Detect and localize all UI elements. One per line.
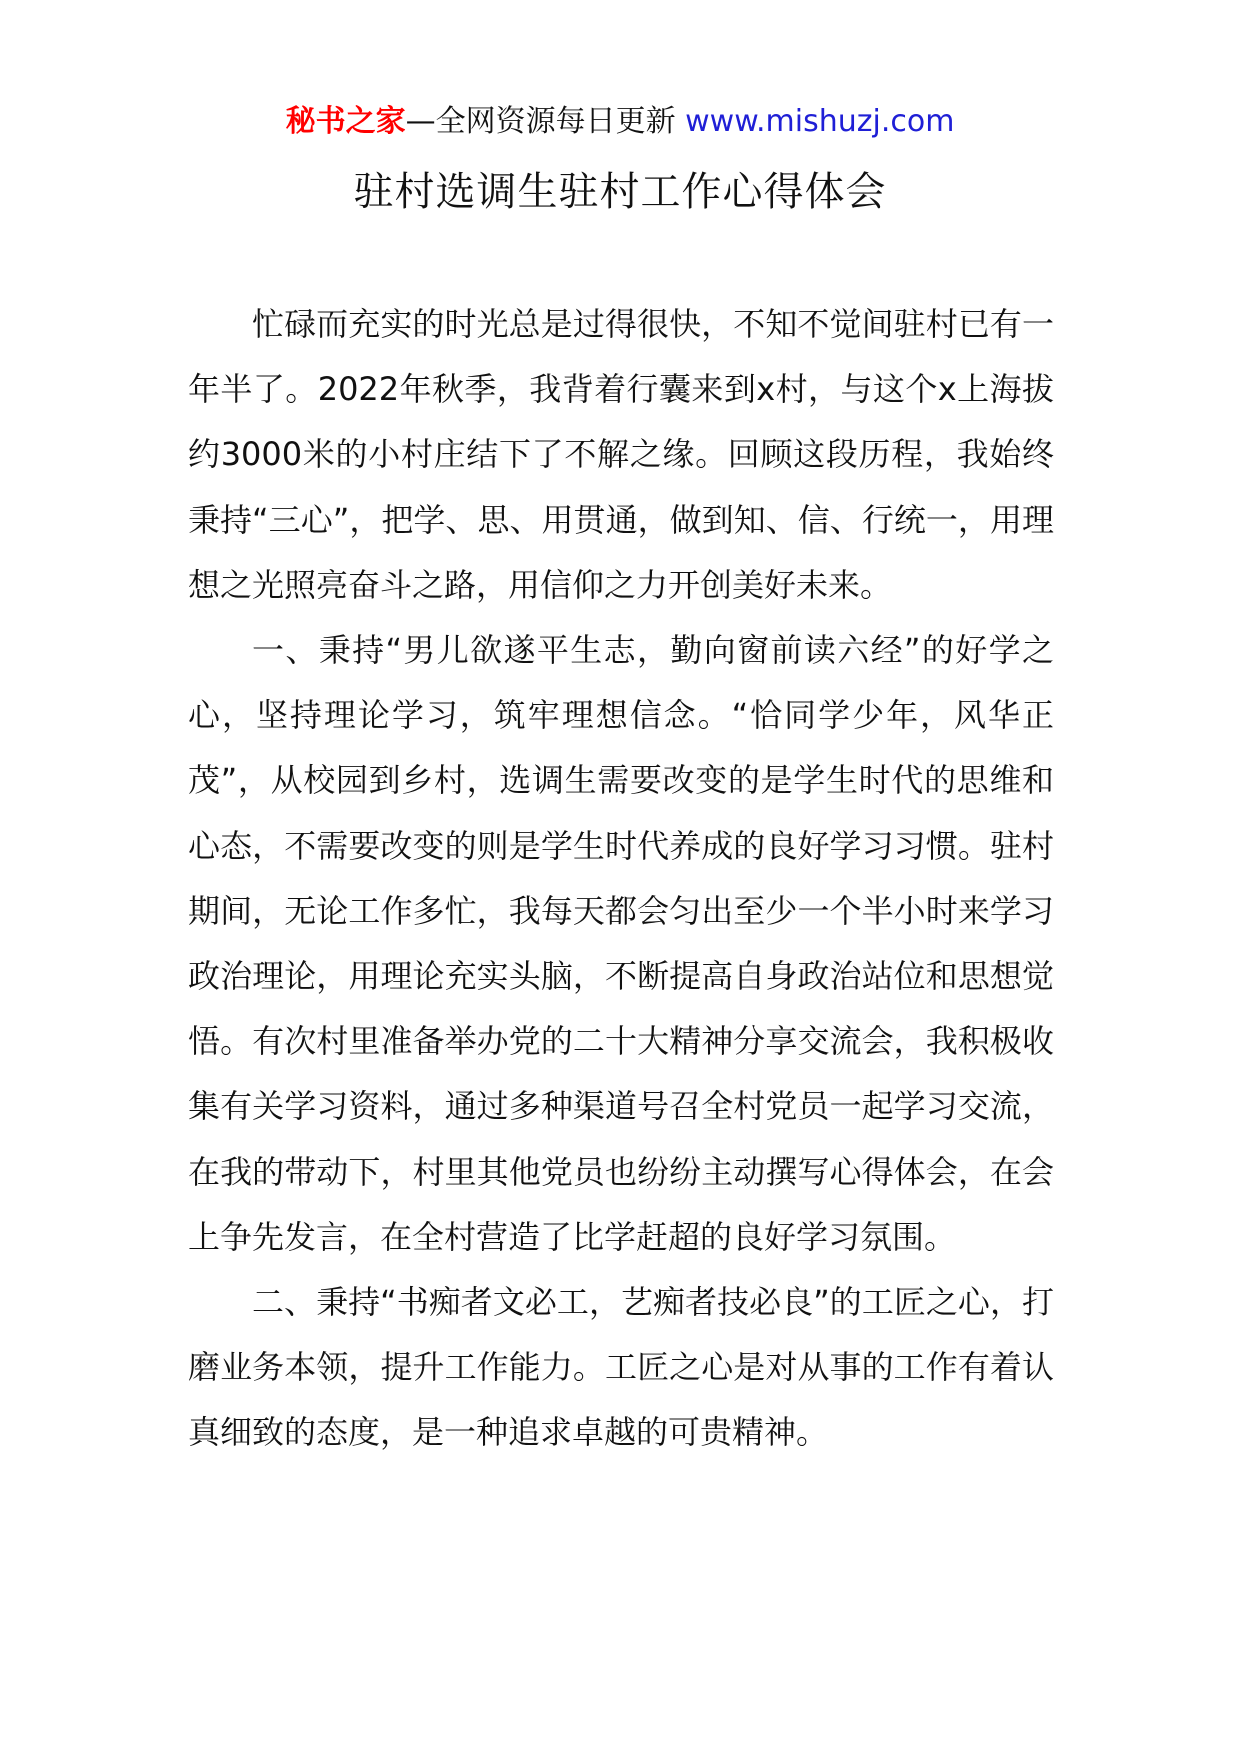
site-header (0, 100, 1240, 144)
paragraph-intro: 忙碌而充实的时光总是过得很快，不知不觉间驻村已有一年半了。2022年秋季，我背着行囊来到x村，与这个x上海拔约3000米的小村庄结下了不解之缘。回顾这段历程，我始终秉持“三心”，把学、思、用贯通，做到知、信、行统一，用理想之光照亮奋斗之路，用信仰之力开创美好未来。 (188, 305, 1054, 604)
site-url-link[interactable]: www.mishuzj.com (685, 104, 955, 139)
site-brand: 秘书之家 (285, 104, 406, 139)
paragraph-section-one: 一、秉持“男儿欲遂平生志，勤向窗前读六经”的好学之心，坚持理论学习，筑牢理想信念。“恰同学少年，风华正茂”，从校园到乡村，选调生需要改变的是学生时代的思维和心态，不需要改变的则是学生时代养成的良好学习习惯。驻村期间，无论工作多忙，我每天都会匀出至少一个半小时来学习政治理论，用理论充实头脑，不断提高自身政治站位和思想觉悟。有次村里准备举办党的二十大精神分享交流会，我积极收集有关学习资料，通过多种渠道号召全村党员一起学习交流，在我的带动下，村里其他党员也纷纷主动撰写心得体会，在会上争先发言，在全村营造了比学赶超的良好学习氛围。 (188, 631, 1054, 1256)
site-tagline: —全网资源每日更新 (405, 104, 676, 139)
document-title: 驻村选调生驻村工作心得体会 (353, 169, 887, 215)
paragraph-section-two: 二、秉持“书痴者文必工，艺痴者技必良”的工匠之心，打磨业务本领，提升工作能力。工匠之心是对从事的工作有着认真细致的态度，是一种追求卓越的可贵精神。 (188, 1283, 1054, 1452)
document-body (188, 292, 1054, 1466)
